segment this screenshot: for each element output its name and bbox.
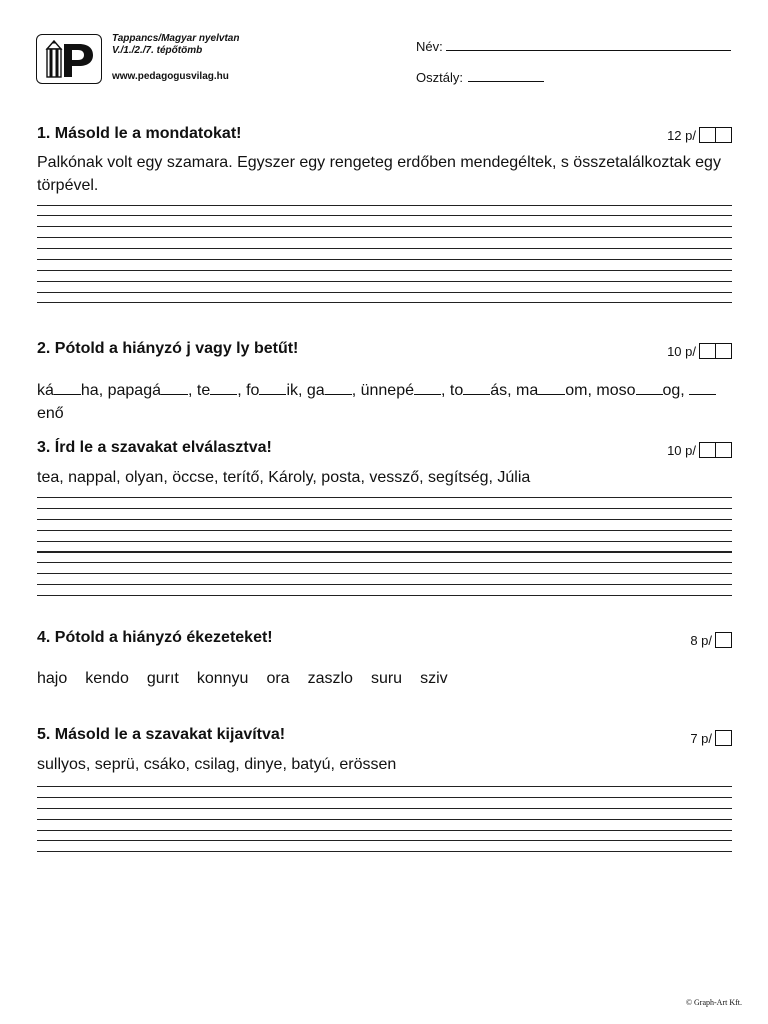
writing-line xyxy=(37,215,732,216)
fill-in-item: enő xyxy=(37,382,716,422)
writing-line xyxy=(37,562,732,563)
fill-in-item: te , xyxy=(196,382,247,399)
writing-line xyxy=(37,508,732,509)
score-box[interactable] xyxy=(715,730,732,746)
writing-line xyxy=(37,248,732,249)
blank-field[interactable] xyxy=(161,382,188,395)
task-3-points-label: 10 p/ xyxy=(667,442,696,458)
task-4-points xyxy=(690,632,732,648)
writing-line xyxy=(37,819,732,820)
task-3-title: 3. Írd le a szavakat elválasztva! xyxy=(37,439,272,456)
fill-in-item: moso og, xyxy=(596,382,690,399)
publisher-logo xyxy=(36,34,102,84)
writing-line xyxy=(37,497,732,498)
writing-line xyxy=(37,786,732,787)
writing-line xyxy=(37,226,732,227)
task-4-points-label: 8 p/ xyxy=(690,632,712,648)
score-box[interactable] xyxy=(715,127,732,143)
writing-line xyxy=(37,808,732,809)
word-item[interactable]: sziv xyxy=(420,670,448,687)
writing-line xyxy=(37,259,732,260)
task-4-word-list xyxy=(37,670,448,688)
writing-line xyxy=(37,797,732,798)
task-3-points xyxy=(667,442,732,458)
fill-in-item: ünnepé , xyxy=(360,382,450,399)
blank-field[interactable] xyxy=(636,382,663,395)
blank-field[interactable] xyxy=(463,382,490,395)
score-box[interactable] xyxy=(699,442,716,458)
writing-line xyxy=(37,584,732,585)
word-item[interactable]: ora xyxy=(266,670,290,687)
pencil-logo-icon xyxy=(37,35,100,82)
score-box[interactable] xyxy=(699,127,716,143)
writing-line xyxy=(37,270,732,271)
publisher-series: Tappancs/Magyar nyelvtan xyxy=(112,33,240,44)
blank-field[interactable] xyxy=(689,382,716,395)
writing-line xyxy=(37,519,732,520)
blank-field[interactable] xyxy=(414,382,441,395)
writing-line xyxy=(37,851,732,852)
writing-line xyxy=(37,205,732,206)
task-2-title: 2. Pótold a hiányzó j vagy ly betűt! xyxy=(37,340,299,357)
task-2-points-label: 10 p/ xyxy=(667,343,696,359)
fill-in-item: fo ik, xyxy=(246,382,307,399)
task-1-text: Palkónak volt egy szamara. Egyszer egy rengeteg erdőben mendegéltek, s összetalálkoztak egy törpével. xyxy=(37,154,721,194)
task-5-points-label: 7 p/ xyxy=(690,730,712,746)
word-item[interactable]: konnyu xyxy=(196,670,249,687)
task-1-points-label: 12 p/ xyxy=(667,127,696,143)
word-item[interactable]: kendo xyxy=(85,670,129,687)
publisher-volume: V./1./2./7. tépőtömb xyxy=(112,45,203,56)
blank-field[interactable] xyxy=(325,382,352,395)
name-input-line[interactable] xyxy=(446,50,731,51)
task-3-text: tea, nappal, olyan, öccse, terítő, Károly, posta, vessző, segítség, Júlia xyxy=(37,469,531,486)
task-5-text: sullyos, seprü, csáko, csilag, dinye, batyú, erössen xyxy=(37,756,397,773)
fill-in-item: ká ha, xyxy=(37,382,108,399)
writing-line xyxy=(37,281,732,282)
writing-line xyxy=(37,830,732,831)
fill-in-item: ga , xyxy=(306,382,361,399)
task-1-points xyxy=(667,127,732,143)
score-box[interactable] xyxy=(699,343,716,359)
writing-line xyxy=(37,541,732,542)
word-item[interactable]: suru xyxy=(370,670,403,687)
class-input-line[interactable] xyxy=(468,81,544,82)
blank-field[interactable] xyxy=(54,382,81,395)
task-5-points xyxy=(690,730,732,746)
writing-line xyxy=(37,595,732,596)
score-box[interactable] xyxy=(715,343,732,359)
writing-line xyxy=(37,237,732,238)
writing-line xyxy=(37,530,732,531)
writing-line xyxy=(37,840,732,841)
word-item[interactable]: hajo xyxy=(37,670,68,687)
publisher-website: www.pedagogusvilag.hu xyxy=(112,71,229,82)
word-item[interactable]: zaszlo xyxy=(307,670,353,687)
blank-field[interactable] xyxy=(259,382,286,395)
task-1-title: 1. Másold le a mondatokat! xyxy=(37,125,242,142)
copyright-notice: © Graph-Art Kft. xyxy=(685,998,742,1007)
fill-in-item: to ás, xyxy=(449,382,517,399)
writing-line xyxy=(37,292,732,293)
name-label: Név: xyxy=(416,39,443,54)
class-label: Osztály: xyxy=(416,70,463,85)
task-5-title: 5. Másold le a szavakat kijavítva! xyxy=(37,726,286,743)
task-2-fill-in-sentence xyxy=(37,379,737,425)
writing-line xyxy=(37,302,732,303)
fill-in-item: papagá , xyxy=(107,382,197,399)
writing-line xyxy=(37,551,732,553)
blank-field[interactable] xyxy=(538,382,565,395)
task-2-points xyxy=(667,343,732,359)
score-box[interactable] xyxy=(715,442,732,458)
score-box[interactable] xyxy=(715,632,732,648)
fill-in-item: ma om, xyxy=(516,382,597,399)
blank-field[interactable] xyxy=(210,382,237,395)
writing-line xyxy=(37,573,732,574)
word-item[interactable]: gurıt xyxy=(146,670,179,687)
task-4-title: 4. Pótold a hiányzó ékezeteket! xyxy=(37,629,273,646)
